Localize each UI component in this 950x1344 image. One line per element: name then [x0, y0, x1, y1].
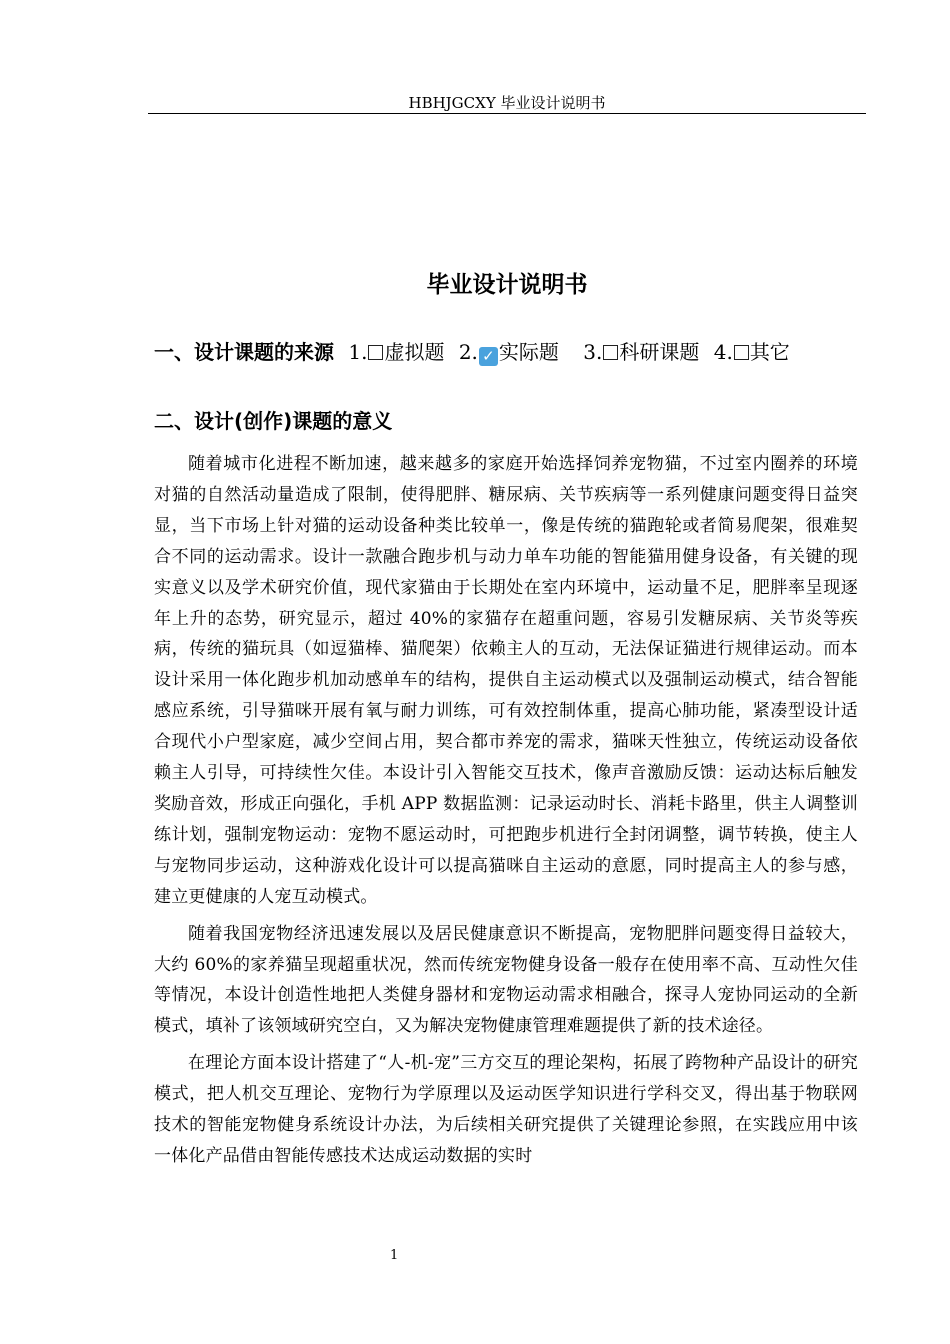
option-number: 2. [458, 340, 478, 364]
option-number: 1. [348, 340, 368, 364]
option-number: 4. [713, 340, 733, 364]
header-rule [148, 113, 866, 114]
option-other[interactable] [714, 340, 790, 364]
document-title: 毕业设计说明书 [426, 272, 588, 298]
option-actual[interactable] [459, 340, 559, 364]
option-label: 实际题 [498, 340, 559, 364]
unchecked-box-icon [734, 345, 749, 360]
topic-source-heading: 一、设计课题的来源 [154, 340, 334, 364]
topic-source-section [154, 336, 866, 366]
option-label: 虚拟题 [384, 340, 445, 364]
significance-body [154, 449, 858, 1178]
option-label: 科研课题 [619, 340, 700, 364]
option-label: 其它 [749, 340, 790, 364]
body-paragraph: 在理论方面本设计搭建了“人-机-宠”三方交互的理论架构，拓展了跨物种产品设计的研究模式，把人机交互理论、宠物行为学原理以及运动医学知识进行学科交叉，得出基于物联网技术的智能宠物健身系统设计办法，为后续相关研究提供了关键理论参照，在实践应用中该一体化产品借由智能传感技术达成运动数据的实时 [154, 1053, 858, 1166]
significance-heading: 二、设计(创作)课题的意义 [154, 409, 393, 433]
option-number: 3. [583, 340, 603, 364]
body-paragraph: 随着城市化进程不断加速，越来越多的家庭开始选择饲养宠物猫，不过室内圈养的环境对猫的自然活动量造成了限制，使得肥胖、糖尿病、关节疾病等一系列健康问题变得日益突显，当下市场上针对猫的运动设备种类比较单一，像是传统的猫跑轮或者简易爬架，很难契合不同的运动需求。设计一款融合跑步机与动力单车功能的智能猫用健身设备，有关键的现实意义以及学术研究价值，现代家猫由于长期处在室内环境中，运动量不足，肥胖率呈现逐年上升的态势，研究显示，超过 40%的家猫存在超重问题，容易引发糖尿病、关节炎等疾病，传统的猫玩具（如逗猫棒、猫爬架）依赖主人的互动，无法保证猫进行规律运动。而本设计采用一体化跑步机加动感单车的结构，提供自主运动模式以及强制运动模式，结合智能感应系统，引导猫咪开展有氧与耐力训练，可有效控制体重，提高心肺功能，紧凑型设计适合现代小户型家庭，减少空间占用，契合都市养宠的需求，猫咪天性独立，传统运动设备依赖主人引导，可持续性欠佳。本设计引入智能交互技术，像声音激励反馈：运动达标后触发奖励音效，形成正向强化，手机 APP 数据监测：记录运动时长、消耗卡路里，供主人调整训练计划，强制宠物运动：宠物不愿运动时，可把跑步机进行全封闭调整，调节转换，使主人与宠物同步运动，这种游戏化设计可以提高猫咪自主运动的意愿，同时提高主人的参与感，建立更健康的人宠互动模式。 [154, 454, 858, 907]
option-virtual[interactable] [348, 340, 444, 364]
body-paragraph: 随着我国宠物经济迅速发展以及居民健康意识不断提高，宠物肥胖问题变得日益较大，大约 60%的家养猫呈现超重状况，然而传统宠物健身设备一般存在使用率不高、互动性欠佳等情况，本设计创造性地把人类健身器材和宠物运动需求相融合，探寻人宠协同运动的全新模式，填补了该领域研究空白，又为解决宠物健康管理难题提供了新的技术途径。 [154, 923, 858, 1037]
unchecked-box-icon [603, 345, 618, 360]
page-number: 1 [390, 1248, 399, 1263]
running-header: HBHJGCXY 毕业设计说明书 [408, 94, 606, 112]
option-research[interactable] [583, 340, 699, 364]
checked-box-icon: ✓ [479, 347, 498, 366]
unchecked-box-icon [368, 345, 383, 360]
